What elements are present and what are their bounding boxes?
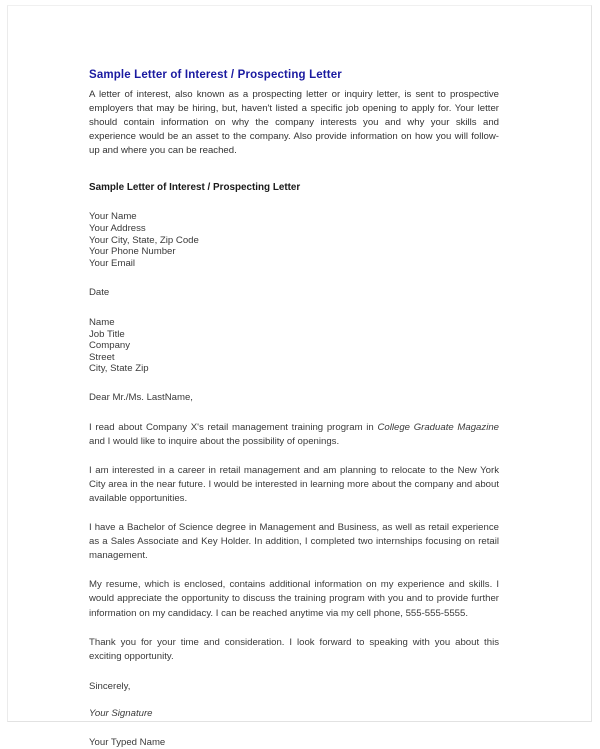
intro-paragraph: A letter of interest, also known as a prospecting letter or inquiry letter, is sent to prospective employers that may be hiring, but, haven't listed a specific job opening to apply for. Your letter should contain information on why the company interests you and why your skills and experience would be an asset to the company. Also provide information on how you will follow-up and where you can be reached.	[89, 89, 499, 157]
body-paragraph-2: I am interested in a career in retail management and am planning to relocate to the New York City area in the near future. I would be interested in learning more about the company and about available opportunities.	[89, 464, 499, 504]
body-paragraph-3: I have a Bachelor of Science degree in Management and Business, as well as retail experience as a Sales Associate and Key Holder. In addition, I completed two internships focusing on retail management.	[89, 522, 499, 562]
sender-city-state-zip: Your City, State, Zip Code	[89, 234, 199, 246]
recipient-address-block	[89, 317, 499, 375]
body-p1-before: I read about Company X's retail management training program in	[89, 421, 378, 433]
letter-subtitle: Sample Letter of Interest / Prospecting Letter	[89, 182, 301, 194]
salutation: Dear Mr./Ms. LastName,	[89, 392, 193, 403]
recipient-company: Company	[89, 340, 131, 352]
typed-name-line: Your Typed Name	[89, 737, 166, 748]
sender-name: Your Name	[89, 211, 137, 223]
sender-address: Your Address	[89, 223, 146, 235]
recipient-job-title: Job Title	[89, 328, 125, 340]
document-content	[89, 68, 499, 749]
sender-phone: Your Phone Number	[89, 246, 176, 258]
body-paragraph-5: Thank you for your time and consideration. I look forward to speaking with you about this exciting opportunity.	[89, 636, 499, 662]
body-paragraph-1	[89, 421, 499, 449]
closing-line: Sincerely,	[89, 680, 131, 692]
recipient-city-state-zip: City, State Zip	[89, 363, 149, 375]
recipient-street: Street	[89, 351, 115, 363]
recipient-name: Name	[89, 317, 115, 329]
magazine-title: College Graduate Magazine	[377, 421, 499, 433]
signature-line: Your Signature	[89, 708, 153, 720]
body-paragraph-4: My resume, which is enclosed, contains additional information on my experience and skills. I would appreciate the opportunity to discuss the training program with you and to provide further information on my candidacy. I can be reached anytime via my cell phone, 555-555-5555.	[89, 579, 499, 619]
letter-date: Date	[89, 287, 110, 299]
page-title: Sample Letter of Interest / Prospecting Letter	[89, 69, 342, 81]
sender-address-block	[89, 211, 499, 269]
sender-email: Your Email	[89, 257, 136, 269]
document-page	[7, 5, 592, 748]
body-p1-after: and I would like to inquire about the possibility of openings.	[89, 435, 340, 447]
